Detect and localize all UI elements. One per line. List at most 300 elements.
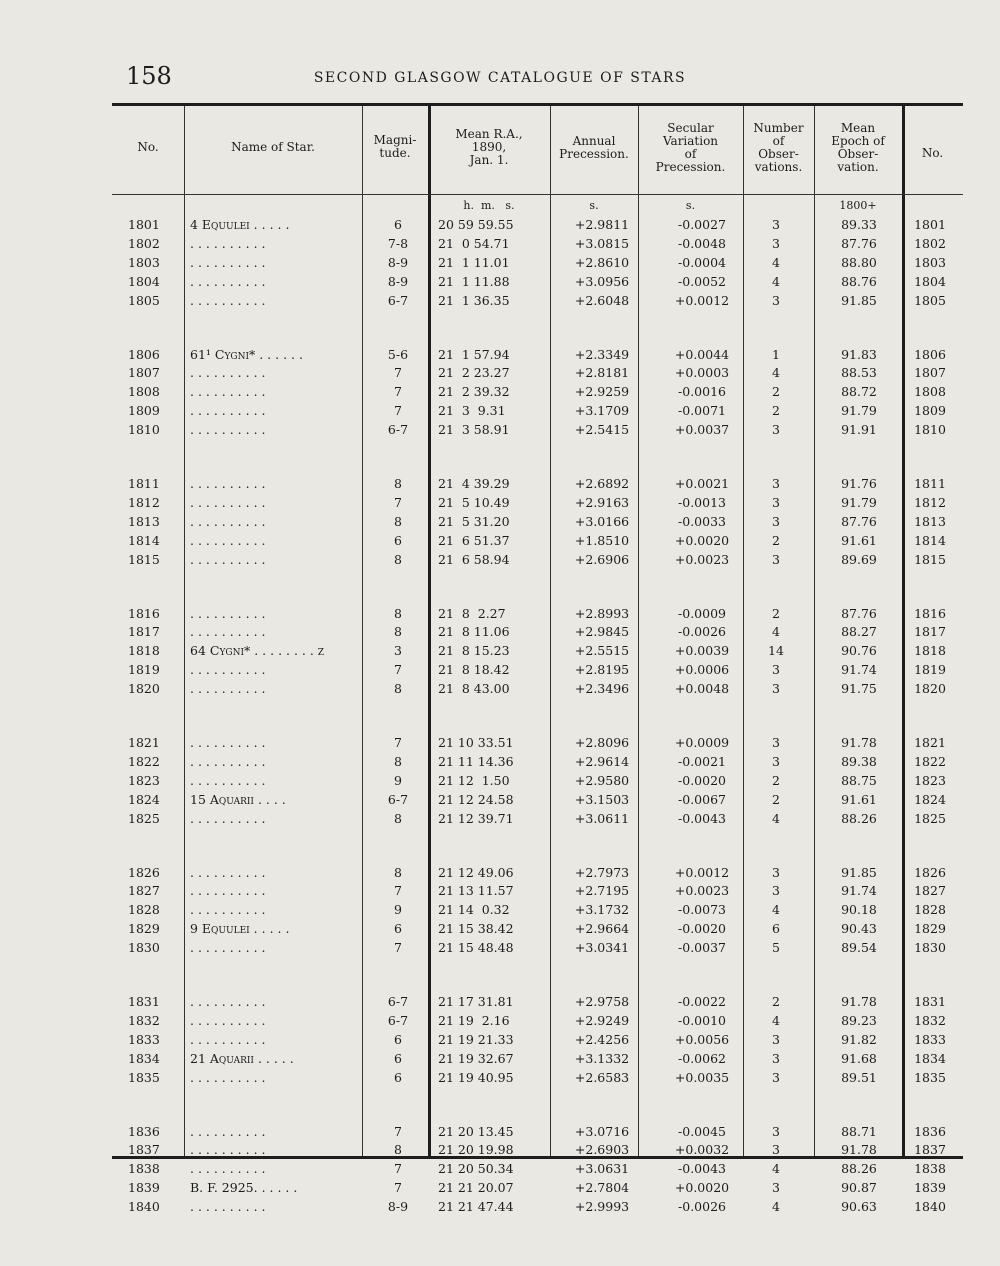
mean-epoch: 90.18 <box>841 902 877 918</box>
row-number-right: 1837 <box>914 1142 946 1158</box>
mean-epoch: 88.76 <box>841 273 877 289</box>
secular-variation: -0.0026 <box>678 624 726 640</box>
secular-variation: -0.0037 <box>678 940 726 956</box>
secular-variation: +0.0023 <box>674 551 730 567</box>
mean-epoch: 89.51 <box>841 1069 877 1085</box>
annual-precession: +3.0956 <box>574 273 630 289</box>
star-name: . . . . . . . . . . <box>190 292 266 308</box>
annual-precession: +2.8610 <box>574 254 630 270</box>
mean-epoch: 89.38 <box>841 753 877 769</box>
row-number-right: 1836 <box>914 1123 946 1139</box>
magnitude: 8 <box>394 605 402 621</box>
secular-variation: -0.0016 <box>678 384 726 400</box>
annual-precession: +2.4256 <box>574 1031 630 1047</box>
secular-variation: +0.0056 <box>674 1031 730 1047</box>
secular-variation: -0.0052 <box>678 273 726 289</box>
annual-precession: +2.6048 <box>574 292 630 308</box>
row-number-right: 1824 <box>914 791 946 807</box>
mean-epoch: 88.26 <box>841 1161 877 1177</box>
annual-precession: +2.9993 <box>574 1199 630 1215</box>
row-number: 1825 <box>128 810 160 826</box>
row-number: 1828 <box>128 902 160 918</box>
annual-precession: +2.9259 <box>574 384 630 400</box>
mean-ra: 21 6 58.94 <box>438 551 510 567</box>
row-number-right: 1819 <box>914 662 946 678</box>
mean-epoch: 91.61 <box>841 532 877 548</box>
magnitude: 8 <box>394 551 402 567</box>
magnitude: 6 <box>394 1050 402 1066</box>
row-number: 1835 <box>128 1069 160 1085</box>
mean-ra: 21 20 13.45 <box>438 1123 514 1139</box>
observation-count: 3 <box>772 1031 780 1047</box>
magnitude: 8-9 <box>387 273 409 289</box>
star-name: . . . . . . . . . . <box>190 735 266 750</box>
row-number: 1803 <box>128 254 160 270</box>
mean-ra: 21 1 11.01 <box>438 254 510 270</box>
secular-variation: +0.0006 <box>674 662 730 678</box>
mean-epoch: 88.26 <box>841 810 877 826</box>
mean-ra: 21 13 11.57 <box>438 883 514 899</box>
observation-count: 2 <box>772 791 780 807</box>
row-number: 1812 <box>128 494 160 510</box>
magnitude: 7-8 <box>387 235 409 251</box>
mean-ra: 21 8 2.27 <box>438 605 506 621</box>
star-name: 21 Aquarii . . . . . <box>190 1050 294 1066</box>
star-name: . . . . . . . . . . <box>190 1123 266 1139</box>
observation-count: 3 <box>772 292 780 308</box>
annual-precession: +3.0716 <box>574 1123 630 1139</box>
annual-precession: +2.7195 <box>574 883 630 899</box>
star-name: . . . . . . . . . . <box>190 532 266 548</box>
mean-epoch: 91.83 <box>841 346 877 362</box>
mean-epoch: 91.91 <box>841 422 877 438</box>
header-no-right: No. <box>921 146 944 160</box>
observation-count: 3 <box>772 235 780 251</box>
mean-ra: 21 12 1.50 <box>438 772 510 788</box>
row-number: 1821 <box>128 735 160 750</box>
magnitude: 7 <box>394 662 402 678</box>
col-divider <box>814 106 815 1156</box>
magnitude: 7 <box>394 883 402 899</box>
magnitude: 7 <box>394 365 402 381</box>
secular-variation: +0.0009 <box>674 735 730 750</box>
star-name: . . . . . . . . . . <box>190 254 266 270</box>
observation-count: 3 <box>772 1050 780 1066</box>
annual-precession: +2.9163 <box>574 494 630 510</box>
observation-count: 3 <box>772 1069 780 1085</box>
secular-variation: +0.0012 <box>674 864 730 880</box>
star-name: 4 Equulei . . . . . <box>190 217 290 232</box>
row-number: 1818 <box>128 643 160 659</box>
page-number: 158 <box>126 62 172 90</box>
row-number: 1831 <box>128 994 160 1009</box>
row-number-right: 1803 <box>914 254 946 270</box>
star-name: . . . . . . . . . . <box>190 662 266 678</box>
row-number-right: 1822 <box>914 753 946 769</box>
row-number-right: 1821 <box>914 735 946 750</box>
observation-count: 4 <box>772 273 780 289</box>
annual-precession: +2.9664 <box>574 921 630 937</box>
magnitude: 8 <box>394 753 402 769</box>
star-name: 15 Aquarii . . . . <box>190 791 286 807</box>
star-name: . . . . . . . . . . <box>190 681 266 697</box>
secular-variation: -0.0021 <box>678 753 726 769</box>
observation-count: 3 <box>772 681 780 697</box>
magnitude: 7 <box>394 1180 402 1196</box>
row-number: 1815 <box>128 551 160 567</box>
mean-ra: 21 21 20.07 <box>438 1180 514 1196</box>
secular-variation: -0.0062 <box>678 1050 726 1066</box>
observation-count: 2 <box>772 772 780 788</box>
observation-count: 4 <box>772 1161 780 1177</box>
annual-precession: +2.8096 <box>574 735 630 750</box>
row-number-right: 1830 <box>914 940 946 956</box>
magnitude: 3 <box>394 643 402 659</box>
row-number-right: 1818 <box>914 643 946 659</box>
secular-variation: -0.0033 <box>678 513 726 529</box>
col-divider <box>362 106 363 1156</box>
star-name: . . . . . . . . . . <box>190 772 266 788</box>
mean-ra: 21 11 14.36 <box>438 753 514 769</box>
mean-epoch: 88.53 <box>841 365 877 381</box>
mean-epoch: 91.78 <box>841 1142 877 1158</box>
magnitude: 7 <box>394 494 402 510</box>
secular-variation: +0.0020 <box>674 532 730 548</box>
magnitude: 6 <box>394 532 402 548</box>
row-number-right: 1801 <box>914 217 946 232</box>
star-name: . . . . . . . . . . <box>190 513 266 529</box>
col-divider-heavy <box>902 106 905 1156</box>
mean-ra: 20 59 59.55 <box>438 217 514 232</box>
magnitude: 7 <box>394 940 402 956</box>
row-number-right: 1814 <box>914 532 946 548</box>
mean-epoch: 88.80 <box>841 254 877 270</box>
mean-ra: 21 19 21.33 <box>438 1031 514 1047</box>
annual-precession: +2.8993 <box>574 605 630 621</box>
secular-variation: +0.0044 <box>674 346 730 362</box>
mean-ra: 21 8 15.23 <box>438 643 510 659</box>
header-ra: Mean R.A., 1890, Jan. 1. <box>455 127 523 167</box>
secular-variation: -0.0073 <box>678 902 726 918</box>
secular-variation: -0.0048 <box>678 235 726 251</box>
mean-ra: 21 8 43.00 <box>438 681 510 697</box>
observation-count: 5 <box>772 940 780 956</box>
observation-count: 4 <box>772 810 780 826</box>
star-name: 64 Cygni* . . . . . . . . ζ <box>190 643 325 659</box>
mean-ra: 21 21 47.44 <box>438 1199 514 1215</box>
mean-epoch: 88.75 <box>841 772 877 788</box>
star-name: . . . . . . . . . . <box>190 1012 266 1028</box>
mean-epoch: 91.85 <box>841 864 877 880</box>
star-name: . . . . . . . . . . <box>190 1031 266 1047</box>
mean-epoch: 91.78 <box>841 994 877 1009</box>
secular-variation: +0.0020 <box>674 1180 730 1196</box>
mean-ra: 21 17 31.81 <box>438 994 514 1009</box>
mean-ra: 21 12 49.06 <box>438 864 514 880</box>
col-divider-heavy <box>428 106 431 1156</box>
col-divider <box>550 106 551 1156</box>
mean-epoch: 88.27 <box>841 624 877 640</box>
row-number-right: 1817 <box>914 624 946 640</box>
mean-ra: 21 1 57.94 <box>438 346 510 362</box>
mean-epoch: 90.63 <box>841 1199 877 1215</box>
star-name: . . . . . . . . . . <box>190 902 266 918</box>
row-number-right: 1835 <box>914 1069 946 1085</box>
observation-count: 3 <box>772 494 780 510</box>
row-number-right: 1802 <box>914 235 946 251</box>
observation-count: 4 <box>772 365 780 381</box>
star-name: . . . . . . . . . . <box>190 624 266 640</box>
star-name: . . . . . . . . . . <box>190 403 266 419</box>
row-number-right: 1810 <box>914 422 946 438</box>
header-secular: Secular Variation of Precession. <box>655 121 726 174</box>
header-rule <box>112 194 963 195</box>
star-name: . . . . . . . . . . <box>190 422 266 438</box>
mean-ra: 21 14 0.32 <box>438 902 510 918</box>
mean-epoch: 87.76 <box>841 235 877 251</box>
secular-variation: -0.0071 <box>678 403 726 419</box>
magnitude: 6-7 <box>387 292 409 308</box>
mean-ra: 21 15 38.42 <box>438 921 514 937</box>
star-name: . . . . . . . . . . <box>190 273 266 289</box>
magnitude: 6 <box>394 921 402 937</box>
annual-precession: +2.7973 <box>574 864 630 880</box>
observation-count: 4 <box>772 254 780 270</box>
units-precession: s. <box>589 199 599 212</box>
magnitude: 7 <box>394 1161 402 1177</box>
secular-variation: -0.0043 <box>678 810 726 826</box>
magnitude: 8 <box>394 810 402 826</box>
annual-precession: +2.7804 <box>574 1180 630 1196</box>
mean-ra: 21 5 10.49 <box>438 494 510 510</box>
annual-precession: +2.9811 <box>574 217 630 232</box>
mean-ra: 21 8 18.42 <box>438 662 510 678</box>
observation-count: 6 <box>772 921 780 937</box>
row-number: 1802 <box>128 235 160 251</box>
mean-epoch: 88.71 <box>841 1123 877 1139</box>
col-divider <box>184 106 185 1156</box>
magnitude: 7 <box>394 1123 402 1139</box>
annual-precession: +3.0815 <box>574 235 630 251</box>
row-number-right: 1827 <box>914 883 946 899</box>
annual-precession: +3.0611 <box>574 810 630 826</box>
secular-variation: -0.0022 <box>678 994 726 1009</box>
secular-variation: -0.0027 <box>678 217 726 232</box>
annual-precession: +3.0166 <box>574 513 630 529</box>
annual-precession: +2.9249 <box>574 1012 630 1028</box>
annual-precession: +2.9580 <box>574 772 630 788</box>
header-observations: Number of Obser- vations. <box>753 121 804 174</box>
mean-epoch: 89.33 <box>841 217 877 232</box>
secular-variation: +0.0037 <box>674 422 730 438</box>
magnitude: 7 <box>394 735 402 750</box>
row-number: 1817 <box>128 624 160 640</box>
row-number: 1807 <box>128 365 160 381</box>
observation-count: 3 <box>772 662 780 678</box>
row-number: 1824 <box>128 791 160 807</box>
mean-ra: 21 2 39.32 <box>438 384 510 400</box>
row-number-right: 1825 <box>914 810 946 826</box>
star-name: . . . . . . . . . . <box>190 476 266 491</box>
observation-count: 3 <box>772 864 780 880</box>
annual-precession: +2.3349 <box>574 346 630 362</box>
star-name: . . . . . . . . . . <box>190 384 266 400</box>
annual-precession: +2.6903 <box>574 1142 630 1158</box>
magnitude: 8 <box>394 624 402 640</box>
mean-epoch: 91.82 <box>841 1031 877 1047</box>
annual-precession: +3.0341 <box>574 940 630 956</box>
mean-ra: 21 3 58.91 <box>438 422 510 438</box>
mean-epoch: 90.76 <box>841 643 877 659</box>
observation-count: 3 <box>772 753 780 769</box>
observation-count: 3 <box>772 551 780 567</box>
mean-ra: 21 0 54.71 <box>438 235 510 251</box>
mean-ra: 21 20 50.34 <box>438 1161 514 1177</box>
row-number: 1804 <box>128 273 160 289</box>
row-number: 1805 <box>128 292 160 308</box>
observation-count: 3 <box>772 1180 780 1196</box>
observation-count: 2 <box>772 532 780 548</box>
star-name: . . . . . . . . . . <box>190 753 266 769</box>
mean-ra: 21 12 39.71 <box>438 810 514 826</box>
magnitude: 8 <box>394 864 402 880</box>
mean-epoch: 87.76 <box>841 513 877 529</box>
units-secular: s. <box>685 199 696 212</box>
mean-ra: 21 15 48.48 <box>438 940 514 956</box>
observation-count: 4 <box>772 624 780 640</box>
row-number-right: 1826 <box>914 864 946 880</box>
row-number-right: 1833 <box>914 1031 946 1047</box>
row-number: 1811 <box>128 476 160 491</box>
secular-variation: +0.0003 <box>674 365 730 381</box>
row-number-right: 1828 <box>914 902 946 918</box>
observation-count: 2 <box>772 605 780 621</box>
header-no: No. <box>137 140 159 154</box>
mean-ra: 21 2 23.27 <box>438 365 510 381</box>
star-name: . . . . . . . . . . <box>190 551 266 567</box>
secular-variation: -0.0020 <box>678 772 726 788</box>
row-number-right: 1831 <box>914 994 946 1009</box>
row-number-right: 1806 <box>914 346 946 362</box>
annual-precession: +3.1332 <box>574 1050 630 1066</box>
secular-variation: -0.0020 <box>678 921 726 937</box>
row-number: 1808 <box>128 384 160 400</box>
secular-variation: +0.0032 <box>674 1142 730 1158</box>
mean-epoch: 90.87 <box>841 1180 877 1196</box>
row-number: 1822 <box>128 753 160 769</box>
annual-precession: +1.8510 <box>574 532 630 548</box>
header-precession: Annual Precession. <box>559 134 629 161</box>
star-name: 9 Equulei . . . . . <box>190 921 290 937</box>
annual-precession: +2.3496 <box>574 681 630 697</box>
row-number-right: 1813 <box>914 513 946 529</box>
secular-variation: +0.0048 <box>674 681 730 697</box>
mean-epoch: 87.76 <box>841 605 877 621</box>
mean-epoch: 91.79 <box>841 494 877 510</box>
secular-variation: +0.0021 <box>674 476 730 491</box>
mean-epoch: 91.74 <box>841 662 877 678</box>
row-number: 1827 <box>128 883 160 899</box>
observation-count: 4 <box>772 1012 780 1028</box>
row-number: 1832 <box>128 1012 160 1028</box>
row-number: 1838 <box>128 1161 160 1177</box>
mean-epoch: 88.72 <box>841 384 877 400</box>
observation-count: 14 <box>768 643 784 659</box>
magnitude: 6 <box>394 1031 402 1047</box>
observation-count: 3 <box>772 217 780 232</box>
annual-precession: +2.6906 <box>574 551 630 567</box>
secular-variation: +0.0023 <box>674 883 730 899</box>
secular-variation: +0.0012 <box>674 292 730 308</box>
magnitude: 8 <box>394 476 402 491</box>
star-name: B. F. 2925. . . . . . <box>190 1180 298 1196</box>
row-number-right: 1804 <box>914 273 946 289</box>
row-number-right: 1829 <box>914 921 946 937</box>
magnitude: 5-6 <box>387 346 409 362</box>
observation-count: 3 <box>772 883 780 899</box>
star-name: . . . . . . . . . . <box>190 1199 266 1215</box>
secular-variation: -0.0045 <box>678 1123 726 1139</box>
row-number-right: 1834 <box>914 1050 946 1066</box>
row-number-right: 1812 <box>914 494 946 510</box>
mean-ra: 21 19 32.67 <box>438 1050 514 1066</box>
magnitude: 6-7 <box>387 422 409 438</box>
mean-epoch: 89.23 <box>841 1012 877 1028</box>
row-number-right: 1808 <box>914 384 946 400</box>
mean-ra: 21 12 24.58 <box>438 791 514 807</box>
mean-epoch: 91.85 <box>841 292 877 308</box>
observation-count: 4 <box>772 1199 780 1215</box>
star-name: . . . . . . . . . . <box>190 1142 266 1158</box>
mean-ra: 21 6 51.37 <box>438 532 510 548</box>
mean-epoch: 91.74 <box>841 883 877 899</box>
mean-ra: 21 19 40.95 <box>438 1069 514 1085</box>
observation-count: 3 <box>772 476 780 491</box>
magnitude: 6 <box>394 217 402 232</box>
observation-count: 2 <box>772 403 780 419</box>
star-name: . . . . . . . . . . <box>190 1069 266 1085</box>
mean-ra: 21 10 33.51 <box>438 735 514 750</box>
star-name: . . . . . . . . . . <box>190 235 266 251</box>
mean-epoch: 91.78 <box>841 735 877 750</box>
observation-count: 2 <box>772 994 780 1009</box>
star-catalogue-table <box>112 103 963 1215</box>
mean-ra: 21 5 31.20 <box>438 513 510 529</box>
magnitude: 6 <box>394 1069 402 1085</box>
magnitude: 8-9 <box>387 254 409 270</box>
star-name: 61¹ Cygni* . . . . . . <box>190 346 303 362</box>
observation-count: 3 <box>772 513 780 529</box>
magnitude: 7 <box>394 403 402 419</box>
annual-precession: +2.8195 <box>574 662 630 678</box>
magnitude: 9 <box>394 902 402 918</box>
annual-precession: +3.1709 <box>574 403 630 419</box>
magnitude: 8 <box>394 1142 402 1158</box>
secular-variation: -0.0004 <box>678 254 726 270</box>
header-epoch: Mean Epoch of Obser- vation. <box>831 121 885 174</box>
star-name: . . . . . . . . . . <box>190 940 266 956</box>
row-number: 1830 <box>128 940 160 956</box>
magnitude: 6-7 <box>387 791 409 807</box>
magnitude: 6-7 <box>387 994 409 1009</box>
units-epoch: 1800+ <box>839 199 877 212</box>
annual-precession: +2.9614 <box>574 753 630 769</box>
observation-count: 3 <box>772 735 780 750</box>
row-number: 1801 <box>128 217 160 232</box>
secular-variation: +0.0035 <box>674 1069 730 1085</box>
annual-precession: +2.9758 <box>574 994 630 1009</box>
observation-count: 3 <box>772 422 780 438</box>
